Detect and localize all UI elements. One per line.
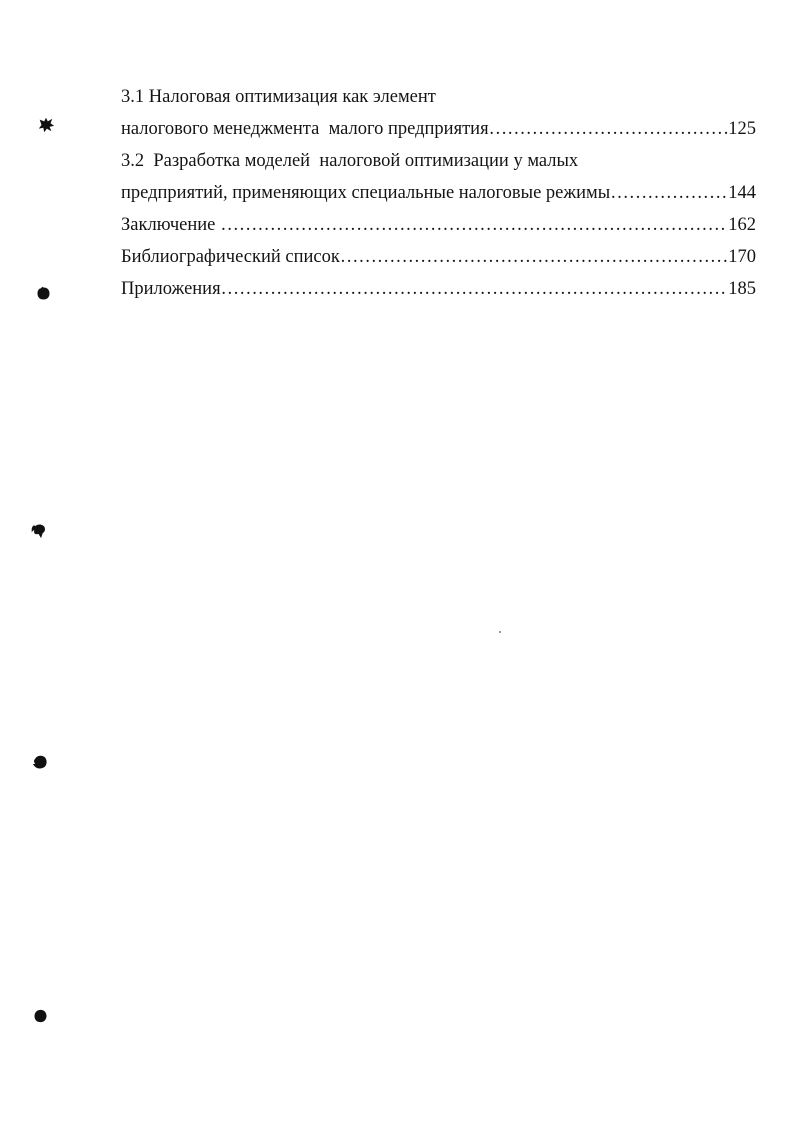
toc-entry-title: налогового менеджмента малого предприятия (121, 119, 489, 139)
toc-entry-line (121, 145, 756, 177)
toc-entry-page: 125 (728, 119, 756, 139)
toc-entry (121, 273, 756, 305)
toc-entry-line (121, 81, 756, 113)
toc-entry-page: 144 (728, 183, 756, 203)
punch-hole-mark (32, 754, 48, 770)
dot-leader (489, 113, 729, 145)
toc-entry-title: Библиографический список (121, 247, 340, 267)
dot-leader (610, 177, 728, 209)
toc-entry-page: 170 (728, 247, 756, 267)
toc-entry (121, 209, 756, 241)
toc-entry (121, 241, 756, 273)
punch-hole-mark (36, 286, 51, 301)
toc-entry-title: Приложения (121, 279, 221, 299)
dot-leader (221, 273, 729, 305)
toc-entry-title: 3.1 Налоговая оптимизация как элемент (121, 87, 436, 107)
punch-hole-mark (33, 1008, 48, 1024)
toc-entry (121, 177, 756, 209)
table-of-contents (121, 81, 756, 305)
toc-entry-title: 3.2 Разработка моделей налоговой оптимизации у малых (121, 151, 579, 171)
toc-entry-title: предприятий, применяющих специальные налоговые режимы (121, 183, 611, 203)
toc-entry (121, 113, 756, 145)
toc-entry-title: Заключение (121, 215, 216, 235)
toc-entry-page: 185 (728, 279, 756, 299)
scan-speck (499, 631, 501, 633)
dot-leader (340, 241, 728, 273)
punch-hole-mark (30, 522, 47, 539)
dot-leader (220, 209, 728, 241)
toc-entry-page: 162 (728, 215, 756, 235)
punch-hole-mark (37, 116, 55, 134)
